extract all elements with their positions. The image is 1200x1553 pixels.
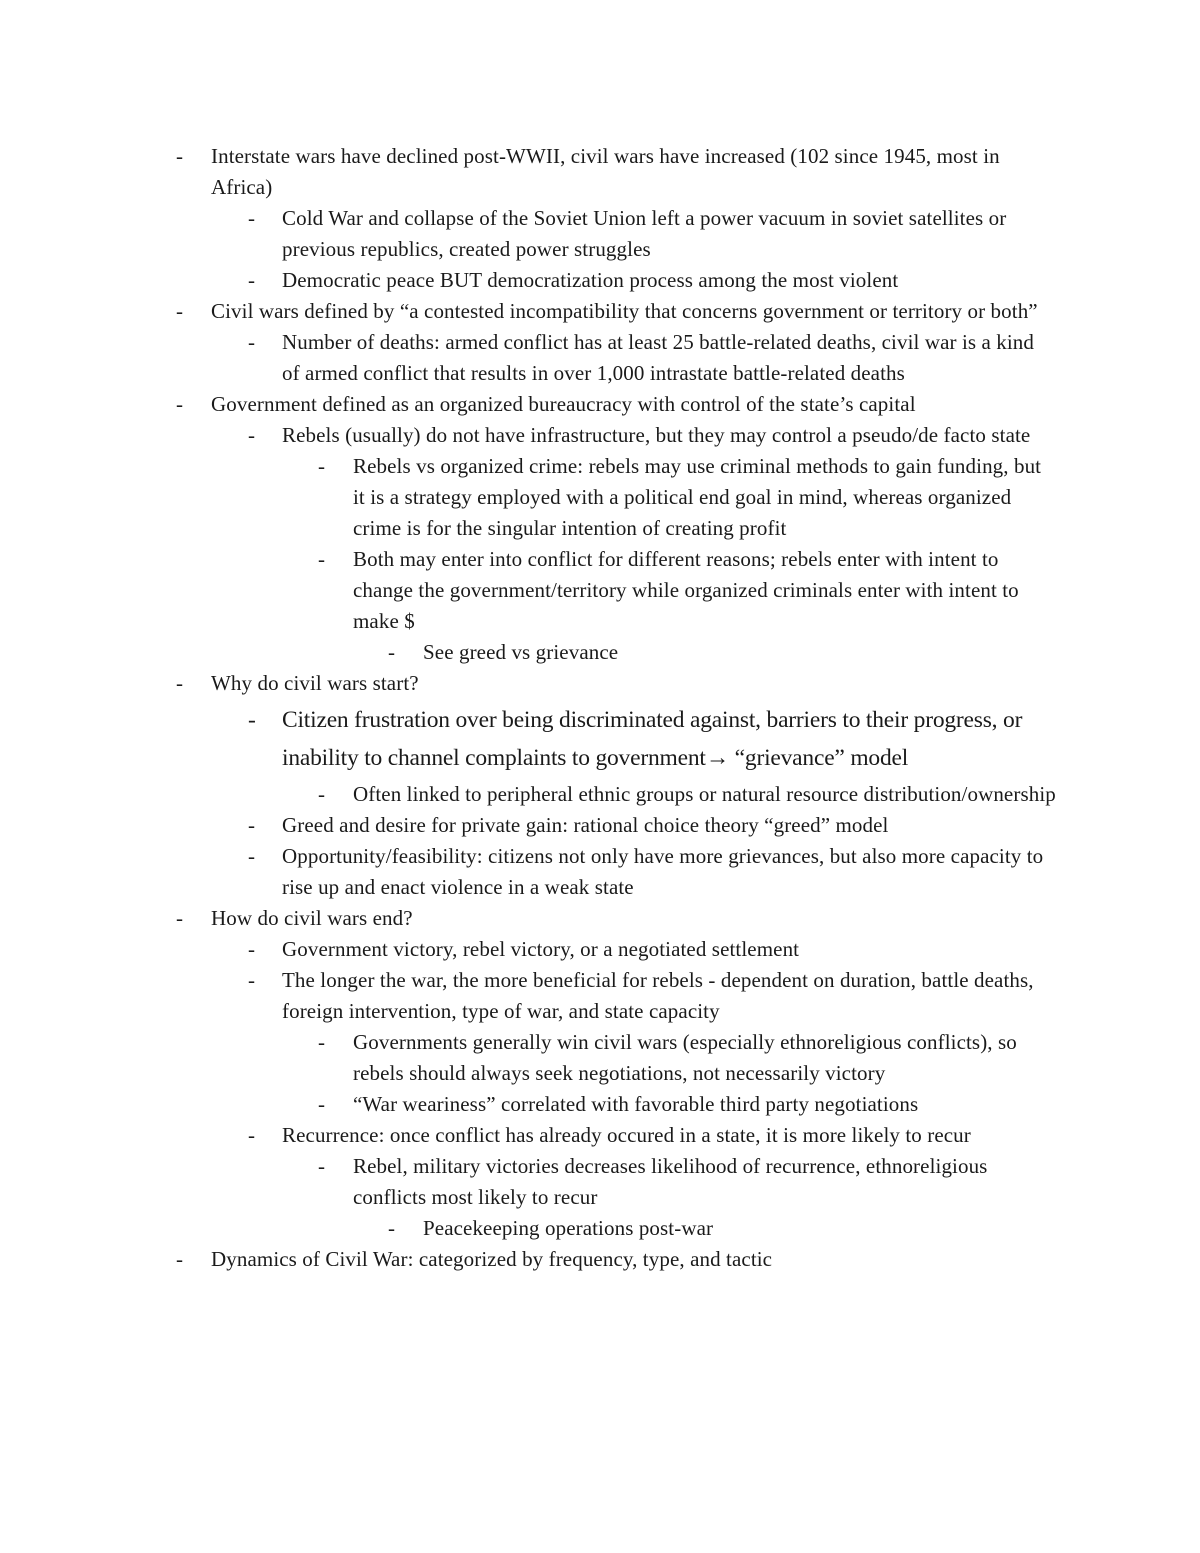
bullet-dash: - xyxy=(388,640,396,664)
list-item-text: Interstate wars have declined post-WWII, civil wars have increased (102 since 1945, most in Africa) xyxy=(211,144,1000,199)
list-item-text: Rebel, military victories decreases likelihood of recurrence, ethnoreligious conflicts most likely to recur xyxy=(353,1154,988,1209)
list-item xyxy=(0,296,1051,327)
list-item xyxy=(0,1244,1051,1275)
list-item-text: Cold War and collapse of the Soviet Union left a power vacuum in soviet satellites or previous republics, created power struggles xyxy=(282,206,1007,261)
list-item xyxy=(0,637,1063,668)
bullet-dash: - xyxy=(176,906,184,930)
bullet-dash: - xyxy=(176,392,184,416)
list-item-text: Government victory, rebel victory, or a negotiated settlement xyxy=(282,937,800,961)
list-item xyxy=(0,203,1057,265)
list-item-text: Peacekeeping operations post-war xyxy=(423,1216,714,1240)
bullet-dash: - xyxy=(318,782,326,806)
list-item xyxy=(0,903,1051,934)
list-item xyxy=(0,965,1057,1027)
list-item-text: Recurrence: once conflict has already occured in a state, it is more likely to recur xyxy=(282,1123,971,1147)
bullet-dash: - xyxy=(388,1216,396,1240)
list-item xyxy=(0,1120,1057,1151)
bullet-dash: - xyxy=(248,330,256,354)
list-item-text: Governments generally win civil wars (especially ethnoreligious conflicts), so rebels should always seek negotiations, not necessarily victory xyxy=(353,1030,1017,1085)
list-item xyxy=(0,1151,1058,1213)
list-item-text: The longer the war, the more beneficial for rebels - dependent on duration, battle deaths, foreign intervention, type of war, and state capacity xyxy=(282,968,1034,1023)
bullet-dash: - xyxy=(248,968,256,992)
bullet-dash: - xyxy=(248,813,256,837)
bullet-dash: - xyxy=(318,547,326,571)
list-item-text: Opportunity/feasibility: citizens not only have more grievances, but also more capacity to rise up and enact violence in a weak state xyxy=(282,844,1044,899)
list-item xyxy=(0,1213,1063,1244)
list-item-text: Often linked to peripheral ethnic groups or natural resource distribution/ownership xyxy=(353,782,1056,806)
list-item xyxy=(0,934,1057,965)
list-item xyxy=(0,141,1051,203)
bullet-dash: - xyxy=(318,1030,326,1054)
list-item-text: Number of deaths: armed conflict has at least 25 battle-related deaths, civil war is a kind of armed conflict that results in over 1,000 intrastate battle-related deaths xyxy=(282,330,1035,385)
list-item xyxy=(0,1089,1058,1120)
bullet-dash: - xyxy=(176,671,184,695)
list-item xyxy=(0,810,1057,841)
list-item xyxy=(0,668,1051,699)
bullet-dash: - xyxy=(248,844,256,868)
list-item xyxy=(0,420,1057,451)
list-item xyxy=(0,699,1072,779)
list-item xyxy=(0,327,1057,389)
bullet-dash: - xyxy=(176,299,184,323)
bullet-dash: - xyxy=(318,1154,326,1178)
bullet-dash: - xyxy=(248,206,256,230)
bullet-dash: - xyxy=(248,268,256,292)
list-item-text: See greed vs grievance xyxy=(423,640,619,664)
bullet-dash: - xyxy=(248,1123,256,1147)
list-item-text: Rebels vs organized crime: rebels may use criminal methods to gain funding, but it is a strategy employed with a political end goal in mind, whereas organized crime is for the singular intention of creating profit xyxy=(353,454,1042,540)
bullet-list xyxy=(0,141,1200,1275)
list-item-text: How do civil wars end? xyxy=(211,906,413,930)
bullet-dash: - xyxy=(176,144,184,168)
list-item xyxy=(0,544,1058,637)
list-item-text: Both may enter into conflict for different reasons; rebels enter with intent to change the government/territory while organized criminals enter with intent to make $ xyxy=(353,547,1019,633)
bullet-dash: - xyxy=(248,937,256,961)
list-item-text: Why do civil wars start? xyxy=(211,671,419,695)
list-item-text: Civil wars defined by “a contested incompatibility that concerns government or territory or both” xyxy=(211,299,1038,323)
list-item xyxy=(0,1027,1058,1089)
list-item-text: Greed and desire for private gain: rational choice theory “greed” model xyxy=(282,813,889,837)
list-item xyxy=(0,389,1051,420)
list-item xyxy=(0,841,1057,903)
list-item-text: Rebels (usually) do not have infrastructure, but they may control a pseudo/de facto state xyxy=(282,423,1031,447)
list-item-text: Democratic peace BUT democratization process among the most violent xyxy=(282,268,899,292)
list-item-text: “War weariness” correlated with favorable third party negotiations xyxy=(353,1092,919,1116)
list-item xyxy=(0,779,1058,810)
list-item-text: Dynamics of Civil War: categorized by frequency, type, and tactic xyxy=(211,1247,773,1271)
bullet-dash: - xyxy=(318,1092,326,1116)
list-item xyxy=(0,265,1057,296)
bullet-dash: - xyxy=(248,707,256,733)
list-item xyxy=(0,451,1058,544)
bullet-dash: - xyxy=(318,454,326,478)
list-item-text: Citizen frustration over being discriminated against, barriers to their progress, or inability to channel complaints to government→ “grievance” model xyxy=(282,707,1023,771)
list-item-text: Government defined as an organized bureaucracy with control of the state’s capital xyxy=(211,392,916,416)
bullet-dash: - xyxy=(248,423,256,447)
bullet-dash: - xyxy=(176,1247,184,1271)
